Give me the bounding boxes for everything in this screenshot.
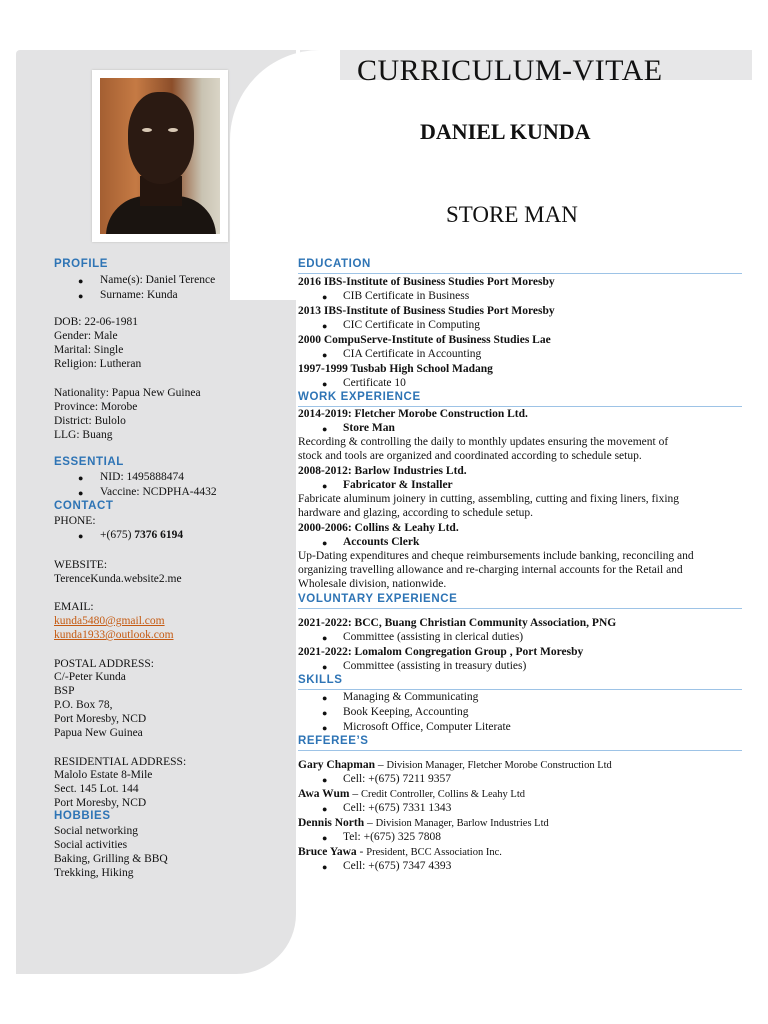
bullet-icon: ●: [322, 321, 328, 331]
referee-contact: Tel: +(675) 325 7808: [343, 831, 441, 843]
postal-line: C/-Peter Kunda: [54, 671, 126, 683]
bullet-icon: ●: [322, 538, 328, 548]
referee-entry: [298, 846, 502, 858]
bullet-icon: ●: [322, 693, 328, 703]
education-item-detail: CIA Certificate in Accounting: [343, 348, 482, 360]
district: District: Bulolo: [54, 415, 126, 427]
bullet-icon: ●: [322, 350, 328, 360]
hobby-item: Social activities: [54, 839, 128, 851]
bullet-icon: ●: [322, 708, 328, 718]
work-item-position: Store Man: [343, 422, 395, 434]
work-item-description: organizing travelling allowance and re-charging internal accounts for the Retail and: [298, 564, 683, 576]
hobby-item: Baking, Grilling & BBQ: [54, 853, 168, 865]
voluntary-item-title: 2021-2022: BCC, Buang Christian Community Association, PNG: [298, 617, 617, 629]
postal-line: P.O. Box 78,: [54, 699, 113, 711]
postal-line: BSP: [54, 685, 75, 697]
work-item-title: 2014-2019: Fletcher Morobe Construction Ltd.: [298, 408, 528, 420]
bullet-icon: ●: [322, 379, 328, 389]
bullet-icon: ●: [322, 633, 328, 643]
bullet-icon: ●: [78, 276, 84, 286]
voluntary-item-detail: Committee (assisting in clerical duties): [343, 631, 524, 643]
bullet-icon: ●: [322, 292, 328, 302]
work-item-title: 2000-2006: Collins & Leahy Ltd.: [298, 522, 459, 534]
referee-name: Bruce Yawa: [298, 846, 357, 858]
bullet-icon: ●: [322, 862, 328, 872]
education-item-title: 1997-1999 Tusbab High School Madang: [298, 363, 493, 375]
work-item-position: Accounts Clerk: [343, 536, 420, 548]
referee-entry: [298, 788, 525, 800]
referee-role: Division Manager, Fletcher Morobe Construction Ltd: [386, 760, 612, 771]
website-label: WEBSITE:: [54, 559, 108, 571]
llg: LLG: Buang: [54, 429, 113, 441]
skills-heading: SKILLS: [298, 674, 343, 686]
referee-name: Awa Wum: [298, 788, 350, 800]
referee-separator: –: [375, 759, 387, 771]
section-divider: [298, 750, 742, 751]
phone-label: PHONE:: [54, 515, 96, 527]
work-item-position: Fabricator & Installer: [343, 479, 453, 491]
phone-number[interactable]: [100, 529, 183, 541]
profile-photo-frame: [92, 70, 228, 242]
person-name: DANIEL KUNDA: [420, 119, 591, 144]
phone-digits: 7376 6194: [134, 529, 184, 541]
work-item-description: Recording & controlling the daily to monthly updates ensuring the movement of: [298, 436, 669, 448]
skill-item: Managing & Communicating: [343, 691, 479, 703]
nationality: Nationality: Papua New Guinea: [54, 387, 201, 399]
skill-item: Microsoft Office, Computer Literate: [343, 721, 511, 733]
referee-role: President, BCC Association Inc.: [366, 847, 502, 858]
referee-separator: -: [356, 846, 367, 858]
referee-name: Dennis North: [298, 817, 365, 829]
hobbies-heading: HOBBIES: [54, 810, 111, 822]
referee-contact: Cell: +(675) 7211 9357: [343, 773, 451, 785]
nid: NID: 1495888474: [100, 471, 185, 483]
referee-contact: Cell: +(675) 7347 4393: [343, 860, 452, 872]
job-role: STORE MAN: [446, 202, 578, 227]
referee-separator: –: [364, 817, 376, 829]
education-item-detail: Certificate 10: [343, 377, 406, 389]
work-item-description: Up-Dating expenditures and cheque reimbursements include banking, reconciling and: [298, 550, 694, 562]
gender: Gender: Male: [54, 330, 118, 342]
referee-contact: Cell: +(675) 7331 1343: [343, 802, 452, 814]
referee-separator: –: [349, 788, 361, 800]
profile-surname: Surname: Kunda: [100, 289, 178, 301]
marital-status: Marital: Single: [54, 344, 124, 356]
essential-heading: ESSENTIAL: [54, 456, 124, 468]
residential-line: Sect. 145 Lot. 144: [54, 783, 139, 795]
bullet-icon: ●: [322, 424, 328, 434]
residential-line: Malolo Estate 8-Mile: [54, 769, 153, 781]
bullet-icon: ●: [78, 531, 84, 541]
voluntary-experience-heading: VOLUNTARY EXPERIENCE: [298, 593, 458, 605]
hobby-item: Trekking, Hiking: [54, 867, 134, 879]
email-link-outlook[interactable]: kunda1933@outlook.com: [54, 629, 174, 641]
postal-line: Port Moresby, NCD: [54, 713, 147, 725]
referee-entry: [298, 759, 612, 771]
bullet-icon: ●: [322, 833, 328, 843]
section-divider: [298, 608, 742, 609]
education-item-title: 2000 CompuServe-Institute of Business Studies Lae: [298, 334, 551, 346]
voluntary-item-title: 2021-2022: Lomalom Congregation Group , Port Moresby: [298, 646, 584, 658]
phone-prefix: +(675): [100, 529, 135, 541]
work-item-description: Fabricate aluminum joinery in cutting, assembling, cutting and fixing liners, fixing: [298, 493, 680, 505]
bullet-icon: ●: [78, 488, 84, 498]
province: Province: Morobe: [54, 401, 138, 413]
profile-heading: PROFILE: [54, 258, 109, 270]
website-link[interactable]: TerenceKunda.website2.me: [54, 573, 182, 585]
residential-line: Port Moresby, NCD: [54, 797, 147, 809]
profile-given-names: Name(s): Daniel Terence: [100, 274, 216, 286]
skill-item: Book Keeping, Accounting: [343, 706, 469, 718]
section-divider: [298, 273, 742, 274]
profile-photo: [100, 78, 220, 234]
vaccine: Vaccine: NCDPHA-4432: [100, 486, 217, 498]
bullet-icon: ●: [322, 775, 328, 785]
bullet-icon: ●: [322, 723, 328, 733]
section-divider: [298, 689, 742, 690]
referee-entry: [298, 817, 549, 829]
referee-role: Division Manager, Barlow Industries Ltd: [375, 818, 549, 829]
bullet-icon: ●: [322, 481, 328, 491]
residential-address-label: RESIDENTIAL ADDRESS:: [54, 756, 187, 768]
dob: DOB: 22-06-1981: [54, 316, 139, 328]
referees-heading: REFEREE’S: [298, 735, 369, 747]
contact-heading: CONTACT: [54, 500, 114, 512]
email-label: EMAIL:: [54, 601, 94, 613]
page-title: CURRICULUM-VITAE: [357, 54, 663, 87]
bullet-icon: ●: [322, 804, 328, 814]
voluntary-item-detail: Committee (assisting in treasury duties): [343, 660, 527, 672]
bullet-icon: ●: [78, 291, 84, 301]
referee-role: Credit Controller, Collins & Leahy Ltd: [360, 789, 526, 800]
work-experience-heading: WORK EXPERIENCE: [298, 391, 421, 403]
work-item-description: hardware and glazing, according to schedule setup.: [298, 507, 534, 519]
education-item-detail: CIC Certificate in Computing: [343, 319, 481, 331]
section-divider: [298, 406, 742, 407]
education-item-title: 2016 IBS-Institute of Business Studies Port Moresby: [298, 276, 555, 288]
bullet-icon: ●: [322, 662, 328, 672]
work-item-description: stock and tools are organized and coordinated according to schedule setup.: [298, 450, 642, 462]
religion: Religion: Lutheran: [54, 358, 142, 370]
education-item-title: 2013 IBS-Institute of Business Studies Port Moresby: [298, 305, 555, 317]
education-item-detail: CIB Certificate in Business: [343, 290, 470, 302]
email-link-gmail[interactable]: kunda5480@gmail.com: [54, 615, 165, 627]
postal-line: Papua New Guinea: [54, 727, 143, 739]
education-heading: EDUCATION: [298, 258, 371, 270]
postal-address-label: POSTAL ADDRESS:: [54, 658, 154, 670]
referee-name: Gary Chapman: [298, 759, 375, 771]
bullet-icon: ●: [78, 473, 84, 483]
hobby-item: Social networking: [54, 825, 138, 837]
work-item-title: 2008-2012: Barlow Industries Ltd.: [298, 465, 467, 477]
work-item-description: Wholesale division, nationwide.: [298, 578, 447, 590]
